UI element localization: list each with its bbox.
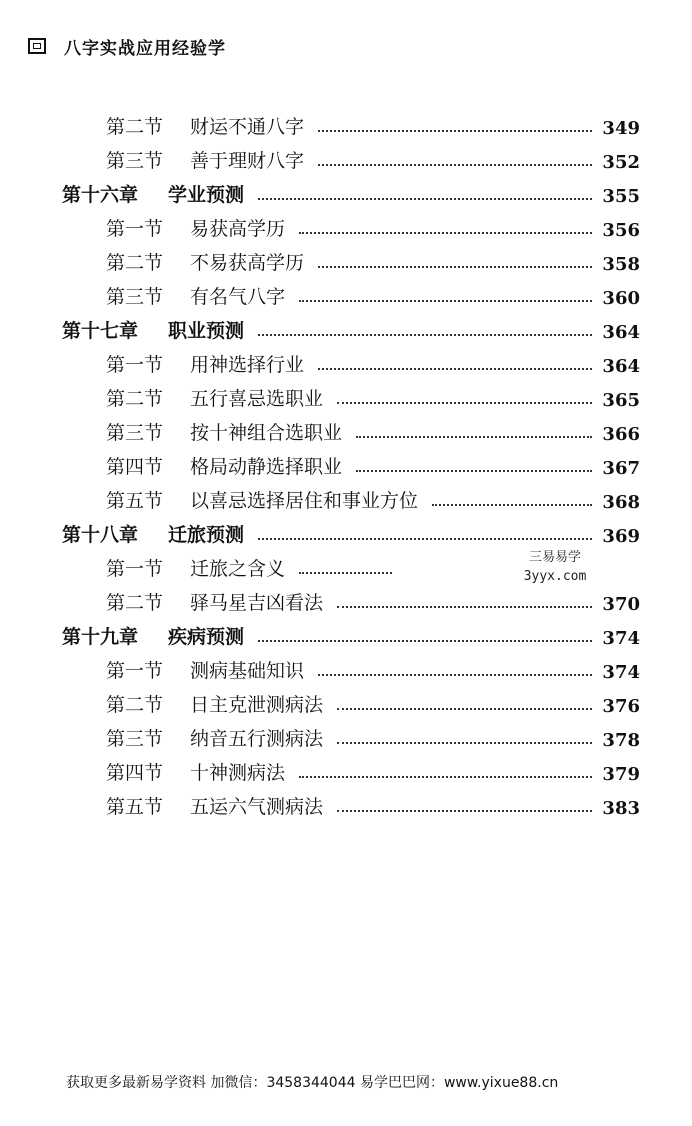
toc-page-number: 358 bbox=[602, 254, 640, 275]
toc-title: 迁旅之含义 bbox=[190, 558, 286, 580]
toc-row[interactable] bbox=[106, 411, 640, 445]
dot-leader bbox=[432, 504, 592, 506]
toc-page-number: 365 bbox=[602, 390, 640, 411]
toc-title: 日主克泄测病法 bbox=[190, 694, 324, 716]
dot-leader bbox=[337, 742, 592, 744]
toc-title: 五行喜忌选职业 bbox=[190, 388, 324, 410]
toc-row[interactable] bbox=[106, 377, 640, 411]
toc-page-number: 364 bbox=[602, 356, 640, 377]
toc-title: 财运不通八字 bbox=[190, 116, 305, 138]
toc-page-number: 369 bbox=[602, 526, 640, 547]
toc-title: 疾病预测 bbox=[168, 626, 245, 648]
toc-page-number: 374 bbox=[602, 662, 640, 683]
toc-page-number: 364 bbox=[602, 322, 640, 343]
toc-label: 第十八章 bbox=[62, 524, 139, 546]
dot-leader bbox=[258, 640, 592, 642]
toc-title: 有名气八字 bbox=[190, 286, 286, 308]
toc-title: 按十神组合选职业 bbox=[190, 422, 343, 444]
toc-page-number: 360 bbox=[602, 288, 640, 309]
toc-label: 第一节 bbox=[106, 354, 164, 376]
toc-row[interactable] bbox=[106, 139, 640, 173]
dot-leader bbox=[337, 708, 592, 710]
footer-notice: 获取更多最新易学资料 加微信：3458344044 易学巴巴网：www.yixue88.cn bbox=[66, 1075, 559, 1091]
toc-chapter-row[interactable] bbox=[62, 513, 640, 547]
toc-row[interactable] bbox=[106, 649, 640, 683]
dot-leader bbox=[299, 232, 592, 234]
toc-title: 十神测病法 bbox=[190, 762, 286, 784]
toc-row[interactable] bbox=[106, 717, 640, 751]
toc-label: 第二节 bbox=[106, 592, 164, 614]
toc-title: 以喜忌选择居住和事业方位 bbox=[190, 490, 419, 512]
toc-label: 第五节 bbox=[106, 796, 164, 818]
toc-row[interactable] bbox=[106, 547, 436, 581]
toc-page-number: 368 bbox=[602, 492, 640, 513]
toc-page-number: 376 bbox=[602, 696, 640, 717]
toc-label: 第十九章 bbox=[62, 626, 139, 648]
page-icon bbox=[28, 38, 46, 54]
watermark bbox=[500, 548, 610, 586]
toc-row[interactable] bbox=[106, 751, 640, 785]
dot-leader bbox=[318, 266, 592, 268]
dot-leader bbox=[318, 130, 592, 132]
toc-label: 第十六章 bbox=[62, 184, 139, 206]
dot-leader bbox=[318, 368, 592, 370]
toc-label: 第三节 bbox=[106, 150, 164, 172]
toc-row[interactable] bbox=[106, 343, 640, 377]
dot-leader bbox=[337, 402, 592, 404]
toc-title: 驿马星吉凶看法 bbox=[190, 592, 324, 614]
toc-row[interactable] bbox=[106, 207, 640, 241]
toc-title: 五运六气测病法 bbox=[190, 796, 324, 818]
toc-title: 善于理财八字 bbox=[190, 150, 305, 172]
dot-leader bbox=[299, 776, 592, 778]
toc-row[interactable] bbox=[106, 581, 640, 615]
toc-label: 第四节 bbox=[106, 762, 164, 784]
dot-leader bbox=[337, 606, 592, 608]
toc-page-number: 349 bbox=[602, 118, 640, 139]
toc-title: 学业预测 bbox=[168, 184, 245, 206]
toc-title: 格局动静选择职业 bbox=[190, 456, 343, 478]
toc-label: 第三节 bbox=[106, 728, 164, 750]
toc-label: 第二节 bbox=[106, 252, 164, 274]
toc-label: 第十七章 bbox=[62, 320, 139, 342]
toc-label: 第二节 bbox=[106, 694, 164, 716]
dot-leader bbox=[258, 538, 592, 540]
toc-row[interactable] bbox=[106, 683, 640, 717]
toc-label: 第一节 bbox=[106, 660, 164, 682]
page-header bbox=[28, 34, 226, 58]
toc-row[interactable] bbox=[106, 445, 640, 479]
dot-leader bbox=[258, 334, 592, 336]
toc-row[interactable] bbox=[106, 479, 640, 513]
watermark-line-2: 3yyx.com bbox=[523, 569, 587, 584]
dot-leader bbox=[337, 810, 592, 812]
toc-page-number: 379 bbox=[602, 764, 640, 785]
toc-page-number: 378 bbox=[602, 730, 640, 751]
toc-label: 第一节 bbox=[106, 558, 164, 580]
toc-page-number: 374 bbox=[602, 628, 640, 649]
toc-page-number: 383 bbox=[602, 798, 640, 819]
toc-row[interactable] bbox=[106, 105, 640, 139]
toc-label: 第二节 bbox=[106, 116, 164, 138]
toc-title: 纳音五行测病法 bbox=[190, 728, 324, 750]
toc-label: 第三节 bbox=[106, 286, 164, 308]
toc-chapter-row[interactable] bbox=[62, 615, 640, 649]
dot-leader bbox=[356, 470, 592, 472]
toc-label: 第二节 bbox=[106, 388, 164, 410]
toc-title: 测病基础知识 bbox=[190, 660, 305, 682]
dot-leader bbox=[318, 164, 592, 166]
toc-title: 迁旅预测 bbox=[168, 524, 245, 546]
dot-leader bbox=[299, 300, 592, 302]
toc-row[interactable] bbox=[106, 275, 640, 309]
watermark-line-1: 三易易学 bbox=[528, 550, 581, 565]
toc-label: 第四节 bbox=[106, 456, 164, 478]
toc-page-number: 370 bbox=[602, 594, 640, 615]
dot-leader bbox=[318, 674, 592, 676]
toc-page-number: 355 bbox=[602, 186, 640, 207]
dot-leader bbox=[299, 572, 392, 574]
toc-row[interactable] bbox=[106, 241, 640, 275]
toc-label: 第三节 bbox=[106, 422, 164, 444]
book-title: 八字实战应用经验学 bbox=[64, 38, 226, 59]
toc-page-number: 366 bbox=[602, 424, 640, 445]
toc-row[interactable] bbox=[106, 785, 640, 819]
dot-leader bbox=[258, 198, 592, 200]
toc-chapter-row[interactable] bbox=[62, 309, 640, 343]
toc-page-number: 352 bbox=[602, 152, 640, 173]
toc-page-number: 367 bbox=[602, 458, 640, 479]
toc-chapter-row[interactable] bbox=[62, 173, 640, 207]
dot-leader bbox=[356, 436, 592, 438]
toc-title: 不易获高学历 bbox=[190, 252, 305, 274]
toc-title: 用神选择行业 bbox=[190, 354, 305, 376]
toc-label: 第一节 bbox=[106, 218, 164, 240]
toc-page-number: 356 bbox=[602, 220, 640, 241]
toc-title: 职业预测 bbox=[168, 320, 245, 342]
toc-label: 第五节 bbox=[106, 490, 164, 512]
toc-title: 易获高学历 bbox=[190, 218, 286, 240]
